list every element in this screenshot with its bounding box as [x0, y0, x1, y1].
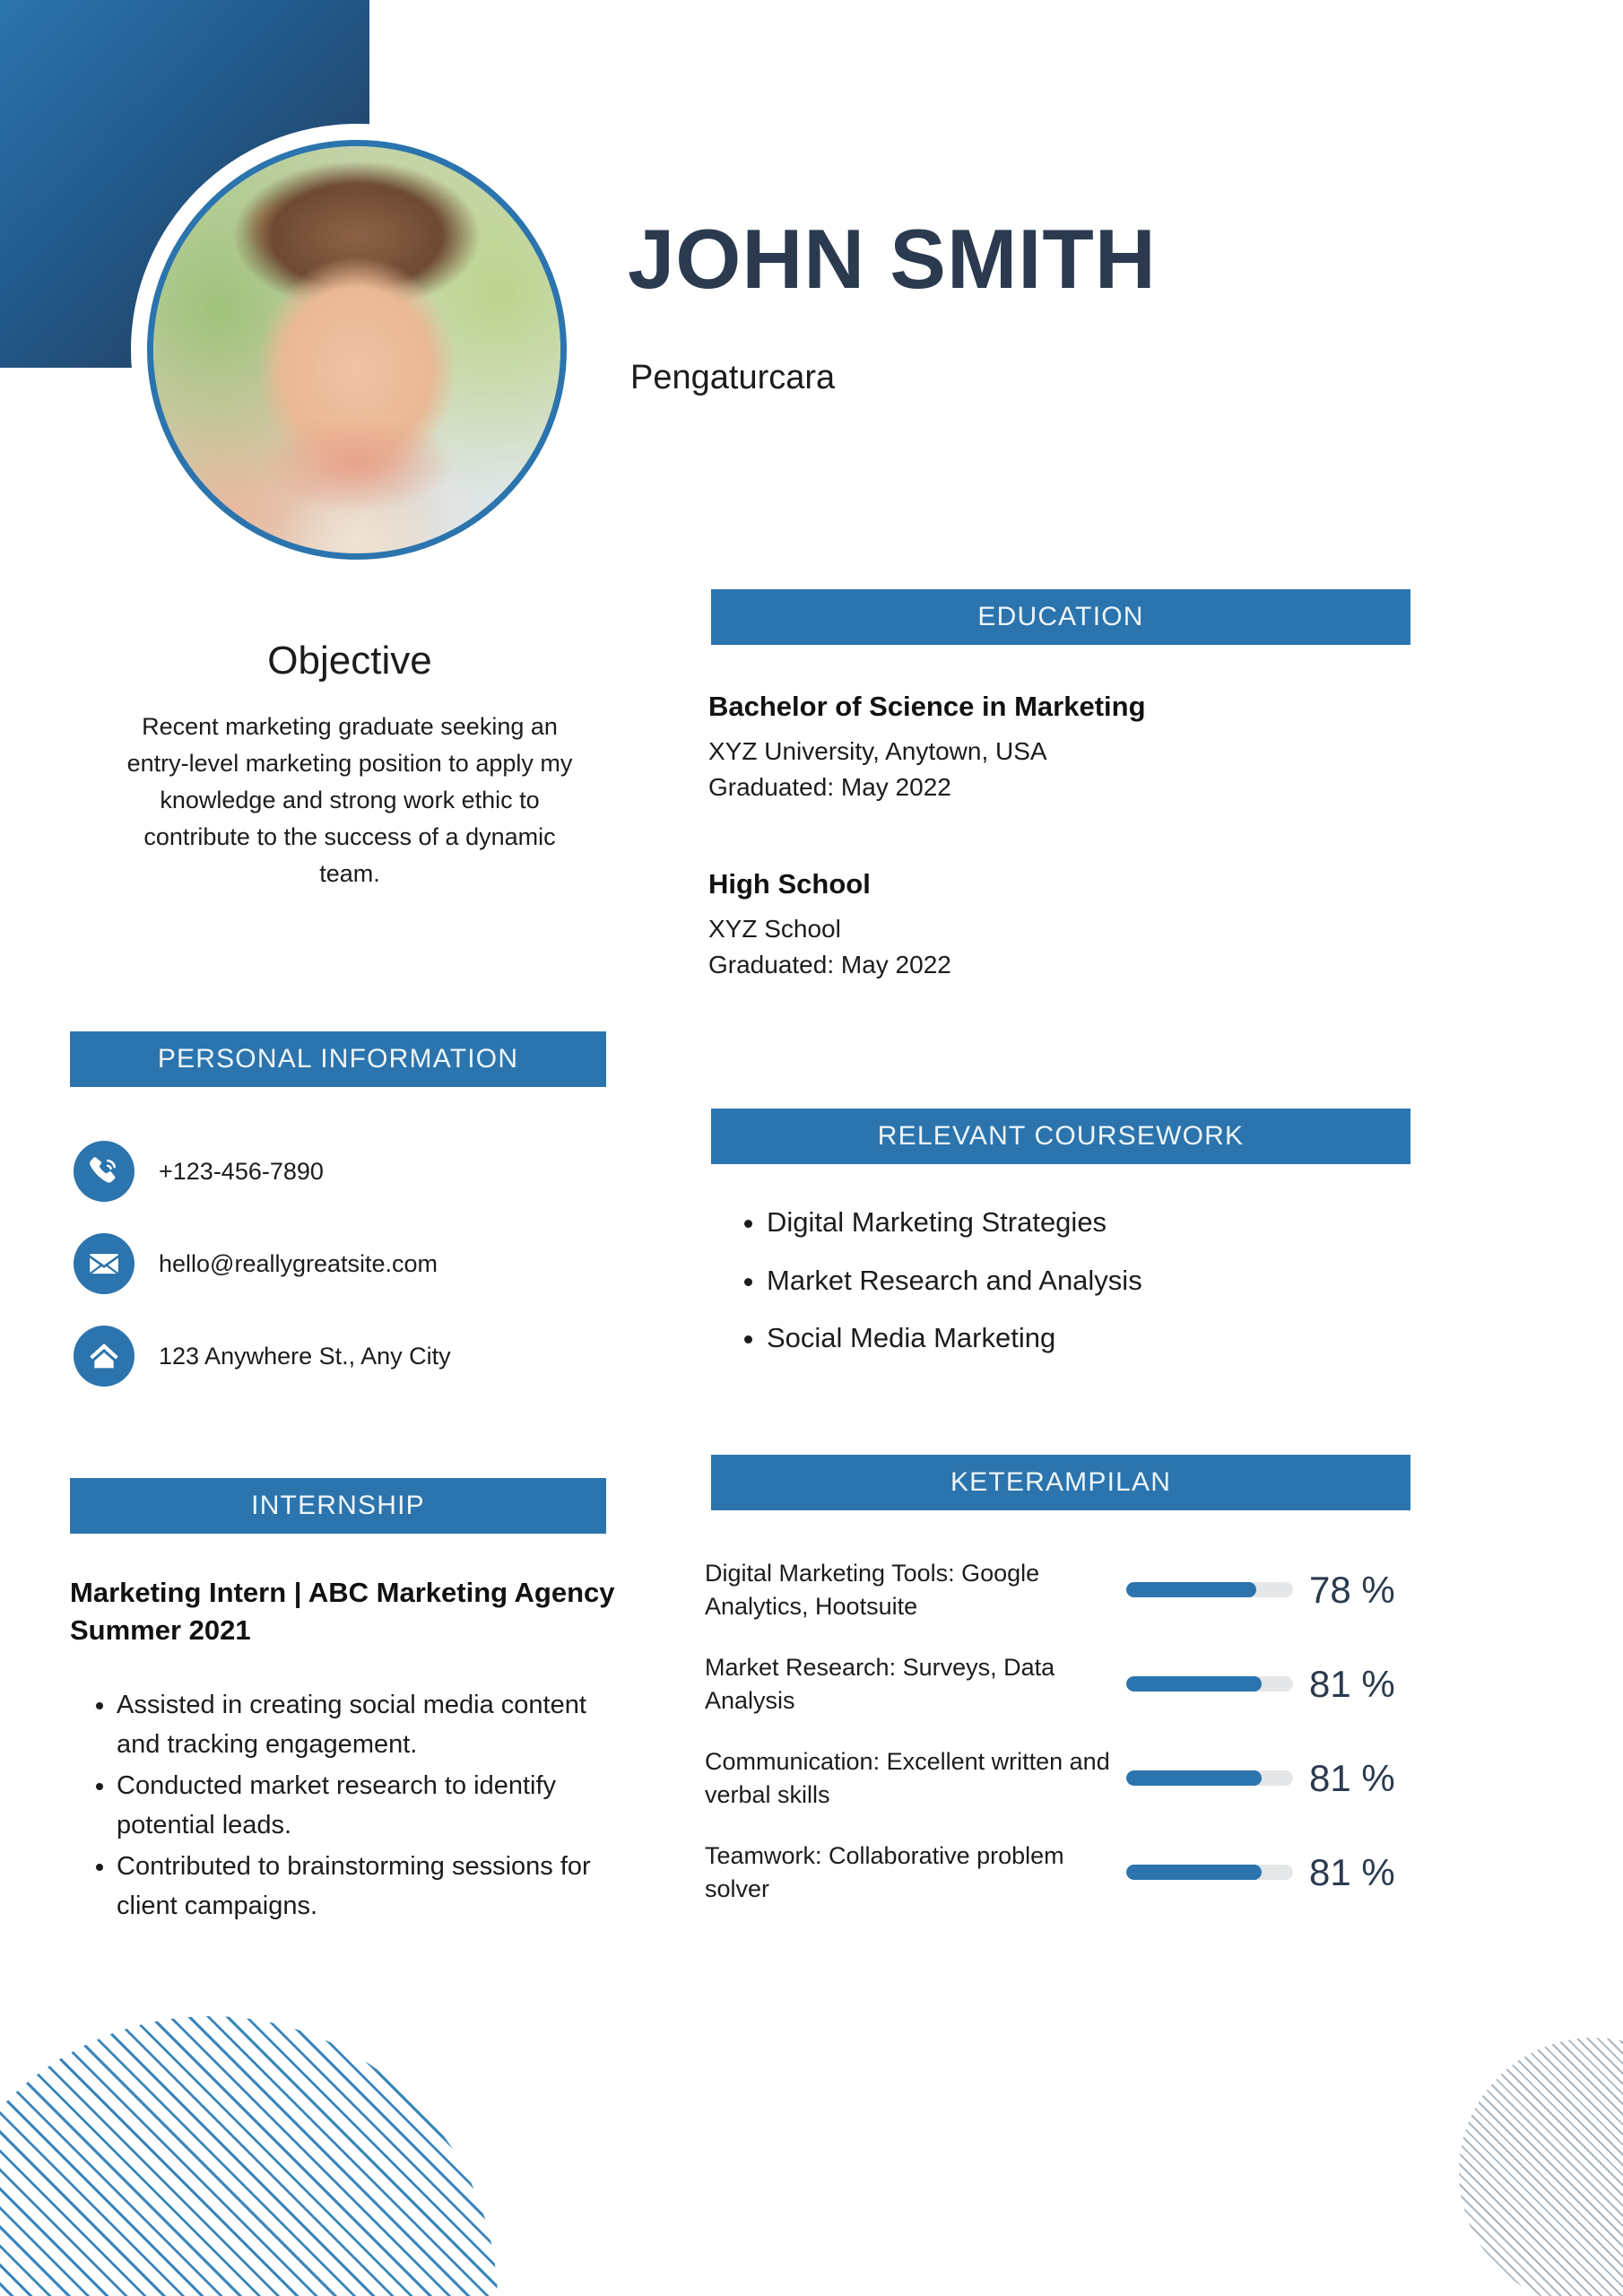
striped-circle-blue-decoration: [0, 2016, 498, 2296]
skill-row: [705, 1543, 1422, 1637]
skill-label: Communication: Excellent written and verbal skills: [705, 1748, 1110, 1808]
section-header-keterampilan: KETERAMPILAN: [711, 1455, 1410, 1510]
list-item: • Digital Marketing Strategies: [767, 1206, 1412, 1239]
skill-progress-fill: [1126, 1582, 1256, 1597]
section-header-relevant-coursework: RELEVANT COURSEWORK: [711, 1109, 1410, 1164]
education-graduated: Graduated: May 2022: [708, 950, 951, 978]
contact-value-phone: +123-456-7890: [159, 1157, 324, 1185]
list-item: • Assisted in creating social media content and tracking engagement.: [117, 1686, 619, 1764]
internship-job-title: Marketing Intern | ABC Marketing Agency Summer 2021: [70, 1577, 615, 1646]
education-institution: XYZ University, Anytown, USA: [708, 737, 1047, 765]
skill-row: [705, 1825, 1422, 1919]
skill-progress-fill: [1126, 1865, 1262, 1880]
skill-label: Digital Marketing Tools: Google Analytics, Hootsuite: [705, 1560, 1040, 1620]
section-header-internship: INTERNSHIP: [70, 1478, 606, 1534]
page-title: JOHN SMITH: [628, 212, 1157, 306]
coursework-list: [731, 1206, 1412, 1380]
contact-list: [74, 1141, 629, 1418]
skill-percent-value: 81 %: [1309, 1662, 1395, 1705]
objective-body-text: Recent marketing graduate seeking an entry-level marketing position to apply my knowledge and strong work ethic to contribute to the success of a dynamic team.: [126, 713, 573, 888]
skill-row: [705, 1731, 1422, 1825]
objective-heading: Objective: [267, 639, 432, 683]
education-degree: High School: [708, 868, 871, 900]
skill-progress-bar: [1126, 1676, 1293, 1692]
skill-row: [705, 1637, 1422, 1731]
contact-row-address[interactable]: [74, 1326, 629, 1387]
skill-label: Teamwork: Collaborative problem solver: [705, 1842, 1064, 1902]
list-item: • Social Media Marketing: [767, 1322, 1412, 1355]
job-role-subtitle: Pengaturcara: [630, 359, 836, 396]
list-item: • Market Research and Analysis: [767, 1265, 1412, 1298]
striped-circle-gray-decoration: [1459, 2038, 1623, 2296]
phone-icon: [74, 1141, 135, 1202]
envelope-icon: [74, 1233, 135, 1294]
contact-value-address: 123 Anywhere St., Any City: [159, 1342, 451, 1370]
skill-progress-fill: [1126, 1676, 1262, 1692]
skill-percent-value: 81 %: [1309, 1756, 1395, 1799]
section-header-education: EDUCATION: [711, 589, 1410, 645]
contact-row-email[interactable]: [74, 1233, 629, 1294]
skill-progress-fill: [1126, 1770, 1262, 1786]
education-graduated: Graduated: May 2022: [708, 772, 951, 801]
contact-row-phone[interactable]: [74, 1141, 629, 1202]
list-item: • Contributed to brainstorming sessions for client campaigns.: [117, 1848, 619, 1926]
home-icon: [74, 1326, 135, 1387]
education-entry: [708, 691, 1426, 805]
profile-photo-ring: [147, 140, 567, 560]
profile-photo-image: [153, 146, 560, 553]
contact-value-email: hello@reallygreatsite.com: [159, 1249, 438, 1277]
education-institution: XYZ School: [708, 915, 841, 943]
profile-photo: [131, 124, 583, 576]
skill-progress-bar: [1126, 1582, 1293, 1597]
list-item: • Conducted market research to identify potential leads.: [117, 1767, 619, 1845]
skills-list: [705, 1543, 1422, 1919]
education-degree: Bachelor of Science in Marketing: [708, 691, 1146, 722]
education-entry: [708, 868, 1426, 983]
skill-percent-value: 78 %: [1309, 1568, 1395, 1611]
skill-progress-bar: [1126, 1865, 1293, 1880]
section-header-personal-information: PERSONAL INFORMATION: [70, 1031, 606, 1087]
skill-label: Market Research: Surveys, Data Analysis: [705, 1654, 1055, 1714]
internship-bullet-list: [90, 1686, 619, 1928]
skill-percent-value: 81 %: [1309, 1850, 1395, 1893]
skill-progress-bar: [1126, 1770, 1293, 1786]
